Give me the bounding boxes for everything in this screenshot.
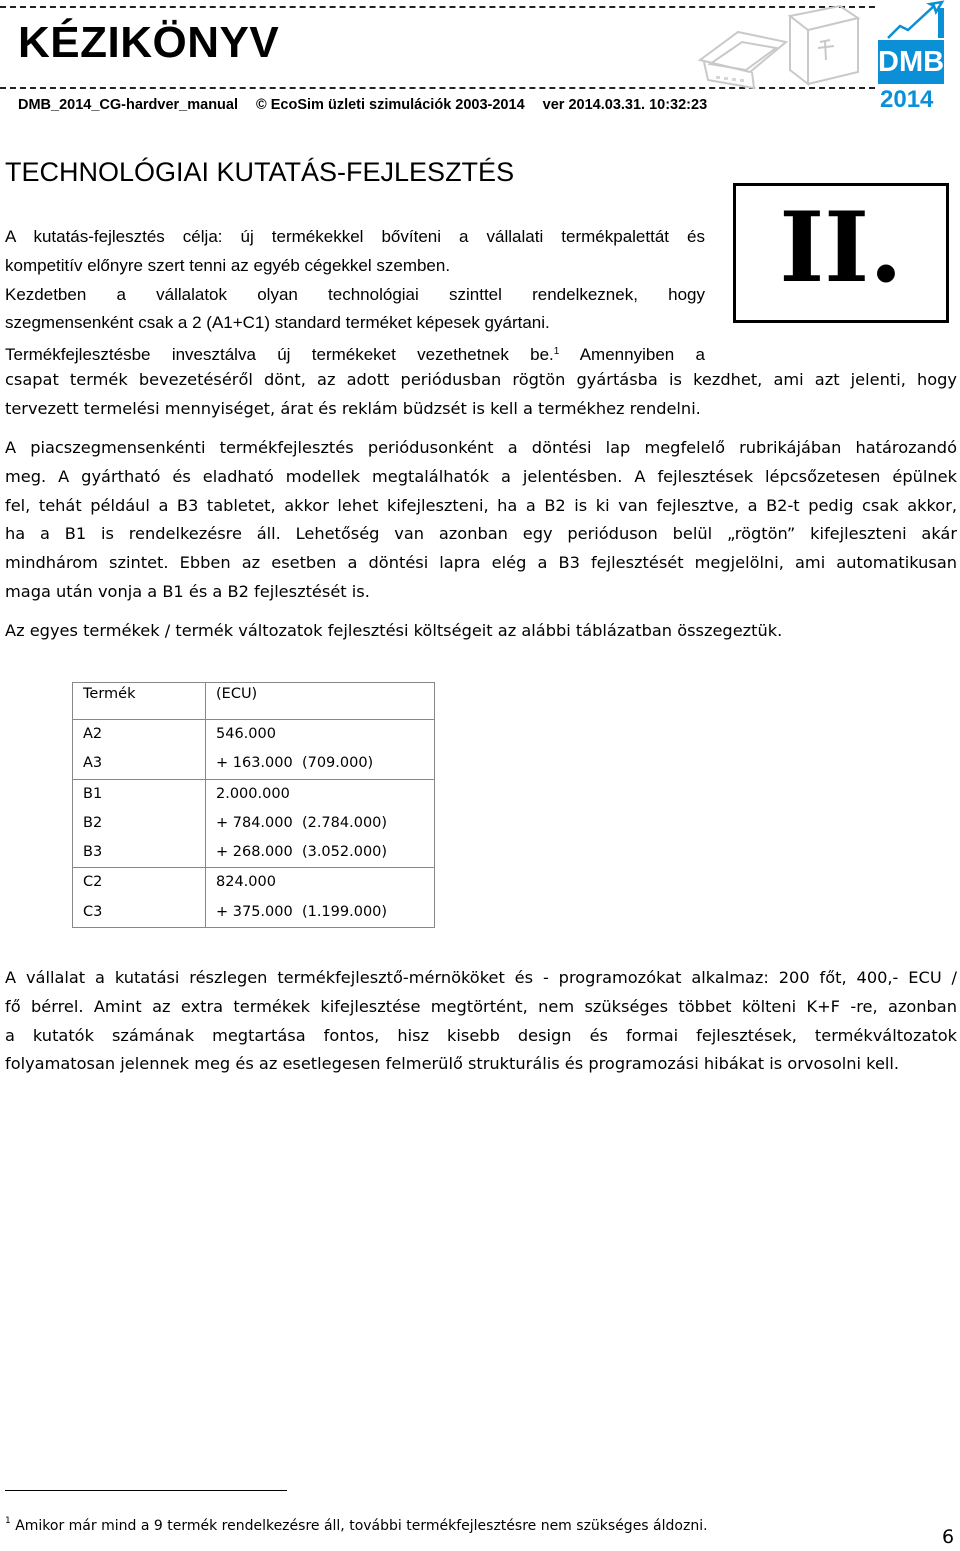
version-stamp: ver 2014.03.31. 10:32:23 (542, 97, 708, 113)
paragraph-line: fő bérrel. Amint az extra termékek kifejlesztése megtörtént, nem szükséges többet költeni K+F -re, azonban (5, 996, 957, 1016)
product-cell: A3 (83, 755, 103, 772)
header-product: Termék (73, 683, 206, 720)
document-title: KÉZIKÖNYV (18, 18, 280, 67)
intro-line: kompetitív előnyre szert tenni az egyéb cégekkel szemben. (5, 255, 451, 275)
paragraph-line: A piacszegmensenkénti termékfejlesztés periódusonként a döntési lap megfelelő rubrikájában határozandó (5, 438, 957, 457)
copyright-notice: © EcoSim üzleti szimulációk 2003-2014 (256, 97, 525, 113)
dmb-logo (878, 0, 950, 115)
table-header-row (73, 683, 435, 720)
cost-cell: + 375.000 (1.199.000) (216, 903, 388, 920)
intro-line: szegmensenként csak a 2 (A1+C1) standard terméket képesek gyártani. (5, 313, 550, 333)
paragraph-line: mindhárom szintet. Ebben az esetben a döntési lapra elég a B3 fejlesztését megjelölni, ami automatikusan (5, 553, 957, 573)
cost-cell: + 784.000 (2.784.000) (216, 814, 388, 831)
header-meta (18, 97, 721, 113)
product-cell: C3 (83, 903, 103, 920)
cost-cell: 2.000.000 (216, 785, 290, 802)
product-cell: B2 (83, 814, 103, 831)
cost-cell: 546.000 (216, 726, 276, 742)
development-cost-table (72, 682, 435, 928)
cost-cell: 824.000 (216, 874, 276, 891)
intro-line-tail: Amennyiben a (579, 345, 705, 365)
staff-paragraph (5, 964, 957, 1079)
paragraph-line: fel, tehát például a B3 tabletet, akkor lehet kifejleszteni, ha a B2 is ki van fejlesztve, a B2-t pedig csak akkor, (5, 495, 957, 515)
table-row-group-a (73, 720, 435, 780)
chapter-numeral: II. (779, 191, 903, 304)
intro-line: Kezdetben a vállalatok olyan technológiai szinttel rendelkeznek, hogy (5, 284, 705, 304)
paragraph-line: a kutatók számának megtartása fontos, hisz kisebb design és formai fejlesztések, termékváltozatok (5, 1025, 957, 1045)
laptop-box-illustration (690, 2, 870, 90)
product-cell: A2 (83, 726, 103, 742)
cost-cell: + 163.000 (709.000) (216, 755, 374, 772)
paragraph-line: tervezett termelési mennyiséget, árat és reklám büdzsét is kell a termékhez rendelni. (5, 398, 701, 418)
footnote (5, 1516, 708, 1534)
intro-line-text: Termékfejlesztésbe invesztálva új termékeket vezethetnek be. (5, 345, 554, 365)
paragraph-line: ha a B1 is rendelkezésre áll. Lehetőség van azonban egy perióduson belül „rögtön” kifejleszteni akár (5, 524, 957, 544)
header-cost: (ECU) (206, 683, 435, 720)
table-row-group-c (73, 868, 435, 928)
product-cell: B3 (83, 844, 103, 861)
product-cell: B1 (83, 785, 103, 802)
page-number: 6 (942, 1526, 955, 1548)
paragraph-line: csapat termék bevezetéséről dönt, az adott periódusban rögtön gyártásba is kezdhet, ami azt jelenti, hogy (5, 370, 957, 389)
footnote-text: Amikor már mind a 9 termék rendelkezésre áll, további termékfejlesztésre nem szükséges áldozni. (15, 1518, 708, 1534)
intro-paragraph (5, 223, 705, 370)
paragraph-line: Az egyes termékek / termék változatok fejlesztési költségeit az alábbi táblázatban összegeztük. (5, 621, 783, 640)
doc-id: DMB_2014_CG-hardver_manual (18, 97, 239, 113)
paragraph-line: meg. A gyártható és eladható modellek megtalálhatók a jelentésben. A fejlesztések lépcsőzetesen épülnek (5, 466, 957, 486)
logo-year: 2014 (880, 86, 934, 113)
logo-arrow-icon (878, 0, 950, 40)
footnote-divider (5, 1490, 287, 1491)
chapter-marker-box (733, 183, 949, 323)
paragraph-line: folyamatosan jelennek meg és az esetlegesen felmerülő strukturális és programozási hibákat is orvosolni kell. (5, 1054, 900, 1074)
table-intro-paragraph (5, 617, 957, 646)
cost-cell: + 268.000 (3.052.000) (216, 844, 388, 861)
product-cell: C2 (83, 874, 103, 891)
footnote-ref[interactable]: 1 (553, 346, 560, 358)
footnote-number: 1 (5, 1516, 11, 1526)
development-paragraph (5, 434, 957, 607)
intro-continuation (5, 366, 957, 424)
section-title: TECHNOLÓGIAI KUTATÁS-FEJLESZTÉS (5, 157, 515, 187)
logo-wordmark: DMB (878, 40, 944, 84)
intro-line: A kutatás-fejlesztés célja: új termékekkel bővíteni a vállalati termékpalettát és (5, 227, 705, 246)
paragraph-line: maga után vonja a B1 és a B2 fejlesztését is. (5, 581, 370, 601)
paragraph-line: A vállalat a kutatási részlegen termékfejlesztő-mérnököket és - programozókat alkalmaz: 200 főt, 400,- ECU / (5, 968, 957, 987)
table-row-group-b (73, 779, 435, 868)
